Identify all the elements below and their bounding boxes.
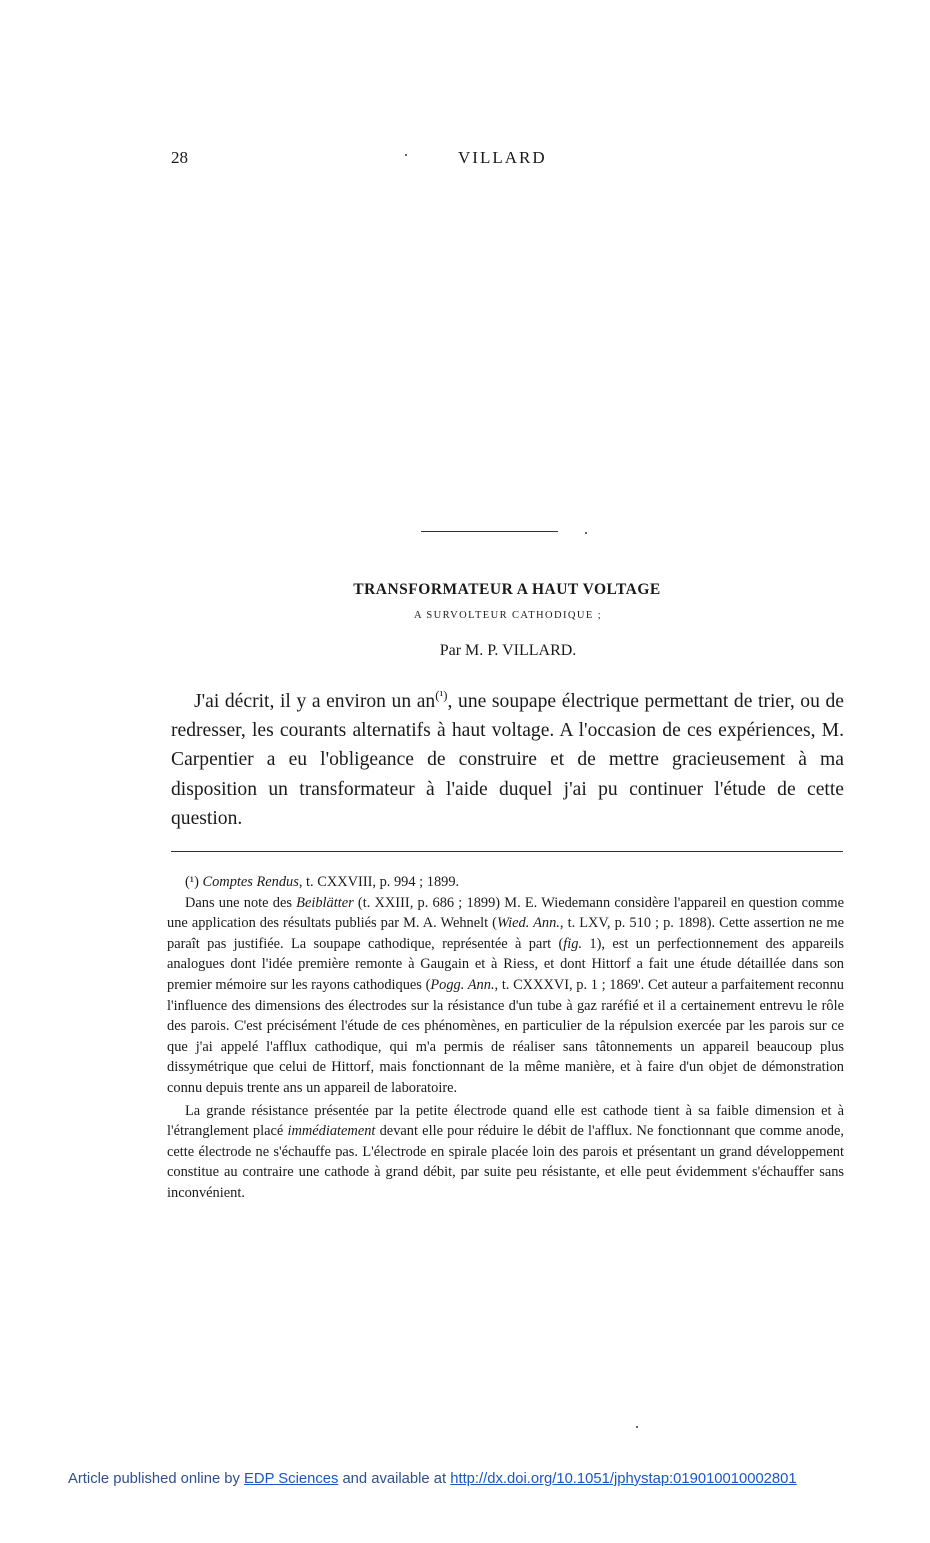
footnote-3: La grande résistance présentée par la petite électrode quand elle est cathode tient à sa faible dimension et à l'étranglement placé immédiatement devant elle pour réduire le débit de l'afflux. Ne fonctionnant que comme anode, cette électrode ne s'échauffe pas. L'électrode en spirale placée loin des parois et présentant un grand développement constitue au contraire une cathode à grand débit, par suite peu résistante, et elle peut évidemment s'échauffer sans inconvénient.	[167, 1102, 844, 1201]
footnotes	[167, 872, 844, 1204]
footnote-reference: (¹)	[435, 688, 448, 703]
print-speck	[405, 154, 407, 156]
article-author: Par M. P. VILLARD.	[439, 642, 577, 659]
page-number: 28	[171, 148, 188, 167]
print-speck	[585, 532, 587, 534]
article-title: TRANSFORMATEUR A HAUT VOLTAGE	[353, 581, 661, 598]
footnote-1: (¹) Comptes Rendus, t. CXXVIII, p. 994 ; 1899.	[185, 874, 460, 890]
publication-footer: Article published online by EDP Sciences and available at http://dx.doi.org/10.1051/jphystap:019010010002801	[68, 1471, 797, 1487]
footnote-2: Dans une note des Beiblätter (t. XXIII, p. 686 ; 1899) M. E. Wiedemann considère l'appareil en question comme une application des résultats publiés par M. A. Wehnelt (Wied. Ann., t. LXV, p. 510 ; p. 1898). Cette assertion ne me paraît pas justifiée. La soupape cathodique, représentée à part (fig. 1), est un perfectionnement des appareils analogues dont l'idée première remonte à Gaugain et à Riess, et dont Hittorf a fait une étude détaillée dans son premier mémoire sur les rayons cathodiques (Pogg. Ann., t. CXXXVI, p. 1 ; 1869'. Cet auteur a parfaitement reconnu l'influence des dimensions des électrodes sur la résistance d'un tube à gaz raréfié et il a certainement entrevu le rôle des parois. C'est précisément l'étude de ces phénomènes, en particulier de la répulsion exercée par les parois sur ce que j'ai appelé l'afflux cathodique, qui m'a permis de réaliser sans tâtonnements un appareil beaucoup plus dissymétrique que celui de Hittorf, mais fonctionnant de la même manière, et à faire d'un objet de démonstration connu depuis trente ans un appareil de laboratoire.	[167, 894, 845, 1096]
article-subtitle: A SURVOLTEUR CATHODIQUE ;	[413, 610, 603, 621]
running-head: VILLARD	[458, 148, 547, 167]
footnote-rule	[171, 851, 843, 852]
doi-link[interactable]: http://dx.doi.org/10.1051/jphystap:019010010002801	[450, 1471, 797, 1487]
body-paragraph: J'ai décrit, il y a environ un $an^{(^1)}$, une soupape électrique permettant de trier, ou de redresser, les courants alternatifs à haut voltage. A l'occasion de ces expériences, M. Carpentier a eu l'obligeance de construire et de mettre gracieusement à ma disposition un transformateur à l'aide duquel j'ai pu continuer l'étude de cette question.	[171, 688, 844, 829]
print-speck	[636, 1426, 638, 1428]
publisher-link[interactable]: EDP Sciences	[244, 1471, 339, 1487]
section-divider	[421, 531, 558, 532]
